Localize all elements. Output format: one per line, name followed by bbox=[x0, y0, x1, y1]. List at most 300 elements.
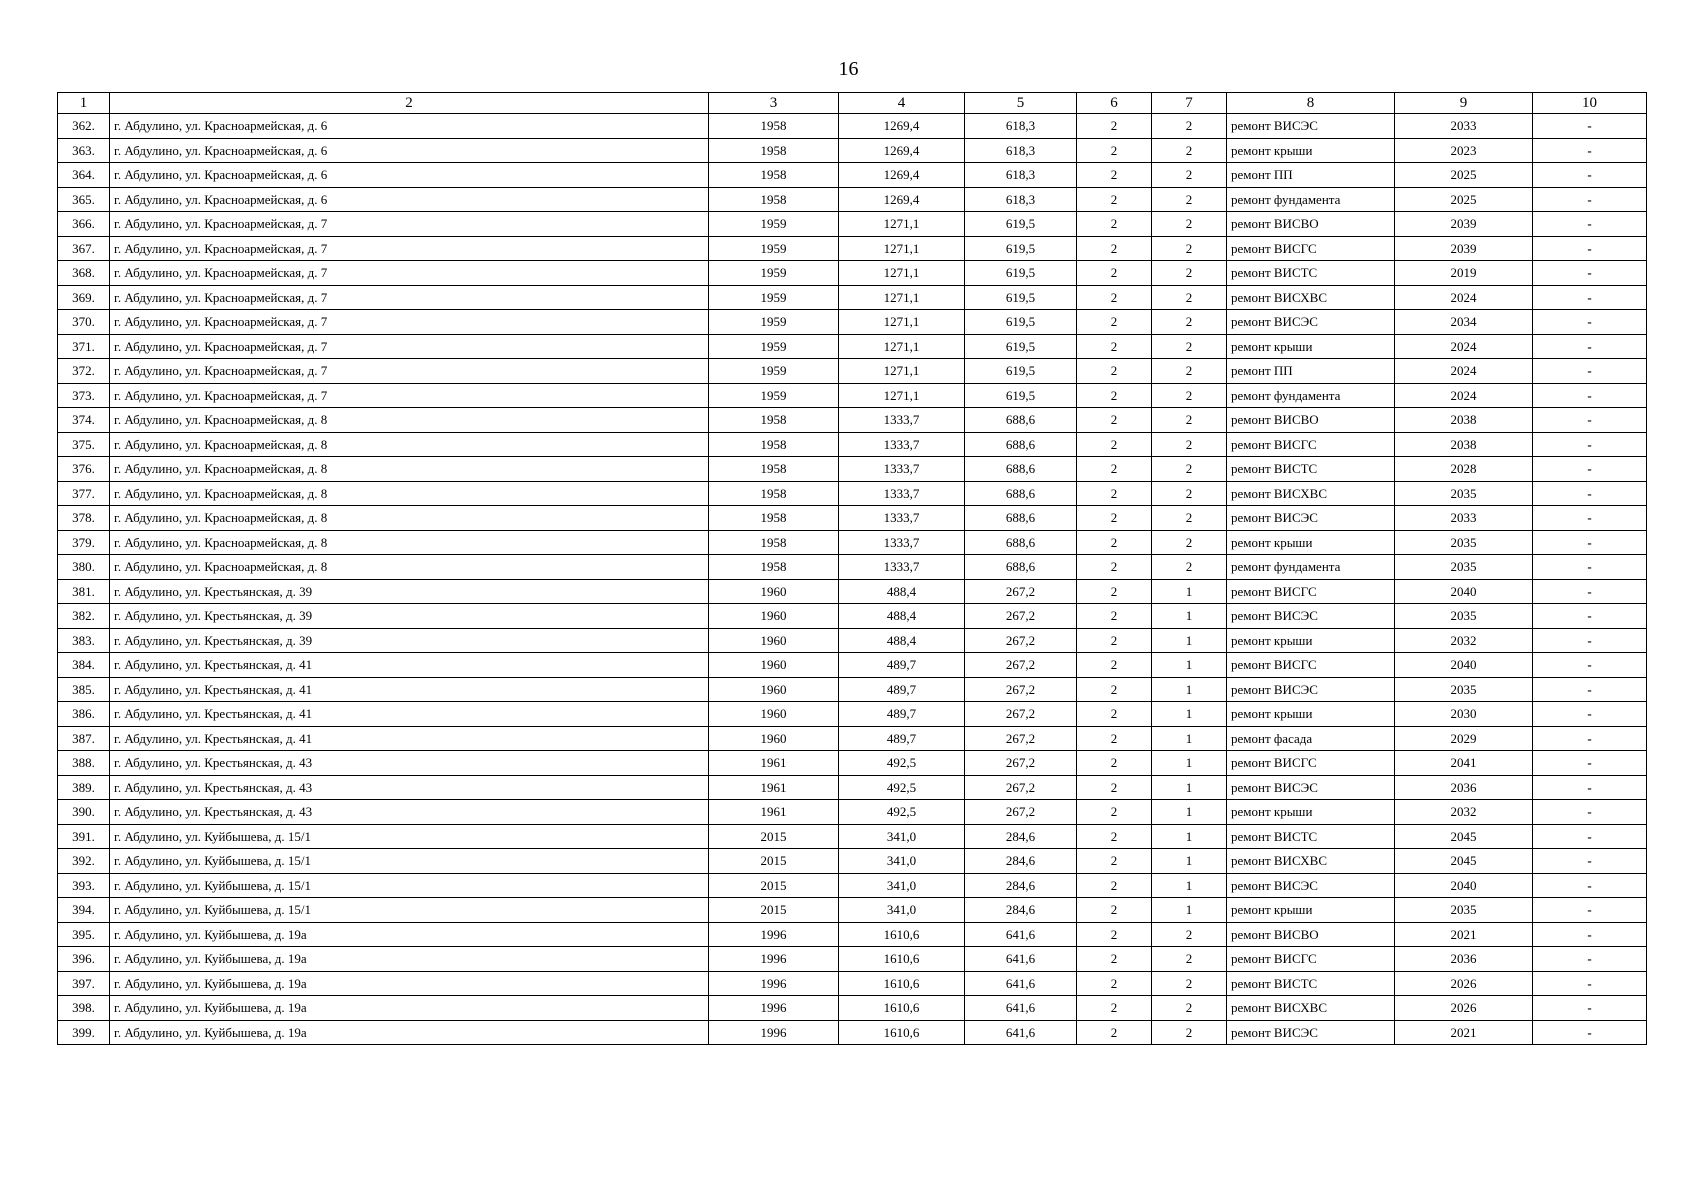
cell-note: - bbox=[1533, 604, 1647, 629]
cell-row-number: 362. bbox=[58, 114, 110, 139]
cell-floors: 2 bbox=[1077, 285, 1152, 310]
cell-planned-year: 2036 bbox=[1395, 947, 1533, 972]
cell-row-number: 395. bbox=[58, 922, 110, 947]
cell-work-type: ремонт ВИСВО bbox=[1227, 212, 1395, 237]
cell-living-area: 284,6 bbox=[965, 824, 1077, 849]
cell-planned-year: 2040 bbox=[1395, 579, 1533, 604]
table-row bbox=[58, 481, 1647, 506]
cell-row-number: 380. bbox=[58, 555, 110, 580]
cell-floors: 2 bbox=[1077, 481, 1152, 506]
cell-note: - bbox=[1533, 628, 1647, 653]
cell-total-area: 1271,1 bbox=[839, 310, 965, 335]
cell-total-area: 1269,4 bbox=[839, 138, 965, 163]
cell-living-area: 267,2 bbox=[965, 677, 1077, 702]
cell-living-area: 619,5 bbox=[965, 334, 1077, 359]
cell-row-number: 376. bbox=[58, 457, 110, 482]
cell-row-number: 384. bbox=[58, 653, 110, 678]
cell-work-type: ремонт ВИСГС bbox=[1227, 947, 1395, 972]
cell-entrances: 2 bbox=[1152, 310, 1227, 335]
table-row bbox=[58, 653, 1647, 678]
table-row bbox=[58, 285, 1647, 310]
table-row bbox=[58, 1020, 1647, 1045]
cell-note: - bbox=[1533, 873, 1647, 898]
table-row bbox=[58, 506, 1647, 531]
cell-entrances: 2 bbox=[1152, 138, 1227, 163]
cell-note: - bbox=[1533, 849, 1647, 874]
cell-living-area: 284,6 bbox=[965, 898, 1077, 923]
cell-living-area: 267,2 bbox=[965, 604, 1077, 629]
cell-entrances: 2 bbox=[1152, 481, 1227, 506]
cell-year-built: 1996 bbox=[709, 971, 839, 996]
cell-row-number: 389. bbox=[58, 775, 110, 800]
cell-address: г. Абдулино, ул. Куйбышева, д. 15/1 bbox=[110, 849, 709, 874]
cell-planned-year: 2030 bbox=[1395, 702, 1533, 727]
cell-entrances: 2 bbox=[1152, 971, 1227, 996]
cell-living-area: 267,2 bbox=[965, 702, 1077, 727]
cell-floors: 2 bbox=[1077, 677, 1152, 702]
table-row bbox=[58, 138, 1647, 163]
cell-planned-year: 2028 bbox=[1395, 457, 1533, 482]
cell-planned-year: 2038 bbox=[1395, 408, 1533, 433]
cell-planned-year: 2029 bbox=[1395, 726, 1533, 751]
cell-total-area: 1333,7 bbox=[839, 481, 965, 506]
table-row bbox=[58, 922, 1647, 947]
cell-floors: 2 bbox=[1077, 751, 1152, 776]
cell-note: - bbox=[1533, 530, 1647, 555]
cell-year-built: 1996 bbox=[709, 947, 839, 972]
table-row bbox=[58, 947, 1647, 972]
cell-total-area: 489,7 bbox=[839, 726, 965, 751]
cell-living-area: 618,3 bbox=[965, 138, 1077, 163]
cell-planned-year: 2035 bbox=[1395, 604, 1533, 629]
cell-planned-year: 2035 bbox=[1395, 677, 1533, 702]
cell-work-type: ремонт крыши bbox=[1227, 702, 1395, 727]
cell-note: - bbox=[1533, 702, 1647, 727]
cell-address: г. Абдулино, ул. Красноармейская, д. 6 bbox=[110, 187, 709, 212]
cell-work-type: ремонт ВИСВО bbox=[1227, 408, 1395, 433]
cell-address: г. Абдулино, ул. Крестьянская, д. 43 bbox=[110, 751, 709, 776]
cell-total-area: 1271,1 bbox=[839, 261, 965, 286]
cell-total-area: 488,4 bbox=[839, 604, 965, 629]
cell-living-area: 618,3 bbox=[965, 114, 1077, 139]
cell-floors: 2 bbox=[1077, 849, 1152, 874]
cell-floors: 2 bbox=[1077, 653, 1152, 678]
cell-total-area: 341,0 bbox=[839, 824, 965, 849]
cell-entrances: 2 bbox=[1152, 383, 1227, 408]
cell-address: г. Абдулино, ул. Куйбышева, д. 15/1 bbox=[110, 873, 709, 898]
cell-work-type: ремонт ВИСГС bbox=[1227, 579, 1395, 604]
cell-work-type: ремонт фундамента bbox=[1227, 187, 1395, 212]
cell-entrances: 2 bbox=[1152, 530, 1227, 555]
cell-total-area: 1269,4 bbox=[839, 114, 965, 139]
cell-living-area: 688,6 bbox=[965, 408, 1077, 433]
cell-note: - bbox=[1533, 138, 1647, 163]
cell-planned-year: 2039 bbox=[1395, 236, 1533, 261]
cell-work-type: ремонт ВИСХВС bbox=[1227, 481, 1395, 506]
cell-total-area: 1333,7 bbox=[839, 555, 965, 580]
table-row bbox=[58, 726, 1647, 751]
cell-row-number: 370. bbox=[58, 310, 110, 335]
cell-year-built: 1960 bbox=[709, 702, 839, 727]
cell-note: - bbox=[1533, 383, 1647, 408]
cell-planned-year: 2026 bbox=[1395, 971, 1533, 996]
cell-row-number: 394. bbox=[58, 898, 110, 923]
cell-floors: 2 bbox=[1077, 628, 1152, 653]
cell-address: г. Абдулино, ул. Куйбышева, д. 19а bbox=[110, 922, 709, 947]
cell-year-built: 1959 bbox=[709, 383, 839, 408]
cell-row-number: 383. bbox=[58, 628, 110, 653]
table-row bbox=[58, 432, 1647, 457]
cell-living-area: 619,5 bbox=[965, 359, 1077, 384]
cell-note: - bbox=[1533, 163, 1647, 188]
cell-address: г. Абдулино, ул. Красноармейская, д. 8 bbox=[110, 408, 709, 433]
cell-row-number: 365. bbox=[58, 187, 110, 212]
cell-address: г. Абдулино, ул. Куйбышева, д. 19а bbox=[110, 971, 709, 996]
cell-year-built: 1960 bbox=[709, 628, 839, 653]
page-number: 16 bbox=[838, 58, 859, 80]
table-row bbox=[58, 702, 1647, 727]
cell-total-area: 1333,7 bbox=[839, 530, 965, 555]
cell-row-number: 398. bbox=[58, 996, 110, 1021]
cell-planned-year: 2036 bbox=[1395, 775, 1533, 800]
cell-note: - bbox=[1533, 726, 1647, 751]
cell-address: г. Абдулино, ул. Куйбышева, д. 15/1 bbox=[110, 898, 709, 923]
cell-total-area: 492,5 bbox=[839, 751, 965, 776]
cell-floors: 2 bbox=[1077, 432, 1152, 457]
cell-entrances: 2 bbox=[1152, 261, 1227, 286]
cell-work-type: ремонт фундамента bbox=[1227, 555, 1395, 580]
cell-floors: 2 bbox=[1077, 408, 1152, 433]
cell-year-built: 1959 bbox=[709, 334, 839, 359]
cell-row-number: 392. bbox=[58, 849, 110, 874]
table-row bbox=[58, 849, 1647, 874]
cell-planned-year: 2038 bbox=[1395, 432, 1533, 457]
cell-entrances: 1 bbox=[1152, 677, 1227, 702]
cell-year-built: 1996 bbox=[709, 922, 839, 947]
cell-row-number: 385. bbox=[58, 677, 110, 702]
cell-year-built: 1959 bbox=[709, 359, 839, 384]
header-row bbox=[58, 93, 1647, 114]
cell-note: - bbox=[1533, 922, 1647, 947]
cell-planned-year: 2041 bbox=[1395, 751, 1533, 776]
cell-row-number: 381. bbox=[58, 579, 110, 604]
cell-planned-year: 2021 bbox=[1395, 1020, 1533, 1045]
cell-living-area: 619,5 bbox=[965, 261, 1077, 286]
cell-work-type: ремонт ВИСХВС bbox=[1227, 996, 1395, 1021]
cell-row-number: 369. bbox=[58, 285, 110, 310]
cell-floors: 2 bbox=[1077, 555, 1152, 580]
column-header-6: 6 bbox=[1077, 93, 1152, 114]
cell-address: г. Абдулино, ул. Красноармейская, д. 7 bbox=[110, 359, 709, 384]
cell-floors: 2 bbox=[1077, 824, 1152, 849]
cell-entrances: 1 bbox=[1152, 653, 1227, 678]
cell-address: г. Абдулино, ул. Крестьянская, д. 39 bbox=[110, 579, 709, 604]
cell-planned-year: 2033 bbox=[1395, 506, 1533, 531]
cell-row-number: 386. bbox=[58, 702, 110, 727]
cell-work-type: ремонт ВИСТС bbox=[1227, 824, 1395, 849]
cell-year-built: 1958 bbox=[709, 506, 839, 531]
cell-floors: 2 bbox=[1077, 971, 1152, 996]
cell-row-number: 382. bbox=[58, 604, 110, 629]
cell-year-built: 1961 bbox=[709, 800, 839, 825]
cell-total-area: 488,4 bbox=[839, 579, 965, 604]
cell-address: г. Абдулино, ул. Красноармейская, д. 8 bbox=[110, 457, 709, 482]
cell-work-type: ремонт ВИСТС bbox=[1227, 971, 1395, 996]
cell-address: г. Абдулино, ул. Красноармейская, д. 6 bbox=[110, 138, 709, 163]
cell-planned-year: 2035 bbox=[1395, 530, 1533, 555]
cell-entrances: 1 bbox=[1152, 898, 1227, 923]
cell-year-built: 1996 bbox=[709, 996, 839, 1021]
cell-living-area: 641,6 bbox=[965, 996, 1077, 1021]
table-row bbox=[58, 310, 1647, 335]
table-row bbox=[58, 212, 1647, 237]
cell-entrances: 2 bbox=[1152, 996, 1227, 1021]
cell-floors: 2 bbox=[1077, 1020, 1152, 1045]
cell-row-number: 399. bbox=[58, 1020, 110, 1045]
cell-address: г. Абдулино, ул. Красноармейская, д. 8 bbox=[110, 506, 709, 531]
cell-living-area: 688,6 bbox=[965, 555, 1077, 580]
cell-work-type: ремонт крыши bbox=[1227, 800, 1395, 825]
cell-work-type: ремонт крыши bbox=[1227, 138, 1395, 163]
cell-total-area: 341,0 bbox=[839, 849, 965, 874]
cell-total-area: 489,7 bbox=[839, 702, 965, 727]
cell-living-area: 641,6 bbox=[965, 947, 1077, 972]
cell-row-number: 388. bbox=[58, 751, 110, 776]
column-header-9: 9 bbox=[1395, 93, 1533, 114]
cell-address: г. Абдулино, ул. Крестьянская, д. 41 bbox=[110, 702, 709, 727]
cell-year-built: 2015 bbox=[709, 898, 839, 923]
cell-note: - bbox=[1533, 334, 1647, 359]
cell-year-built: 1958 bbox=[709, 163, 839, 188]
cell-planned-year: 2025 bbox=[1395, 163, 1533, 188]
cell-row-number: 375. bbox=[58, 432, 110, 457]
cell-row-number: 378. bbox=[58, 506, 110, 531]
table-row bbox=[58, 334, 1647, 359]
cell-address: г. Абдулино, ул. Красноармейская, д. 8 bbox=[110, 432, 709, 457]
cell-total-area: 1271,1 bbox=[839, 334, 965, 359]
cell-floors: 2 bbox=[1077, 996, 1152, 1021]
cell-total-area: 1610,6 bbox=[839, 1020, 965, 1045]
column-header-5: 5 bbox=[965, 93, 1077, 114]
cell-note: - bbox=[1533, 1020, 1647, 1045]
cell-total-area: 1333,7 bbox=[839, 506, 965, 531]
cell-entrances: 2 bbox=[1152, 457, 1227, 482]
table-row bbox=[58, 187, 1647, 212]
cell-work-type: ремонт ВИСЭС bbox=[1227, 506, 1395, 531]
cell-row-number: 364. bbox=[58, 163, 110, 188]
registry-table bbox=[57, 92, 1647, 1045]
cell-planned-year: 2035 bbox=[1395, 481, 1533, 506]
table-body bbox=[58, 114, 1647, 1045]
cell-living-area: 267,2 bbox=[965, 800, 1077, 825]
cell-entrances: 2 bbox=[1152, 432, 1227, 457]
cell-work-type: ремонт ВИСГС bbox=[1227, 236, 1395, 261]
cell-living-area: 688,6 bbox=[965, 457, 1077, 482]
cell-floors: 2 bbox=[1077, 947, 1152, 972]
cell-planned-year: 2033 bbox=[1395, 114, 1533, 139]
cell-year-built: 1961 bbox=[709, 751, 839, 776]
cell-year-built: 1959 bbox=[709, 261, 839, 286]
cell-year-built: 1959 bbox=[709, 285, 839, 310]
cell-address: г. Абдулино, ул. Красноармейская, д. 6 bbox=[110, 114, 709, 139]
cell-year-built: 2015 bbox=[709, 849, 839, 874]
cell-total-area: 1271,1 bbox=[839, 383, 965, 408]
cell-planned-year: 2034 bbox=[1395, 310, 1533, 335]
cell-note: - bbox=[1533, 481, 1647, 506]
cell-floors: 2 bbox=[1077, 873, 1152, 898]
cell-total-area: 341,0 bbox=[839, 873, 965, 898]
cell-note: - bbox=[1533, 310, 1647, 335]
cell-year-built: 2015 bbox=[709, 873, 839, 898]
cell-total-area: 492,5 bbox=[839, 775, 965, 800]
cell-floors: 2 bbox=[1077, 138, 1152, 163]
cell-work-type: ремонт ВИСГС bbox=[1227, 751, 1395, 776]
cell-work-type: ремонт ВИСВО bbox=[1227, 922, 1395, 947]
cell-note: - bbox=[1533, 359, 1647, 384]
column-header-3: 3 bbox=[709, 93, 839, 114]
cell-floors: 2 bbox=[1077, 604, 1152, 629]
cell-entrances: 1 bbox=[1152, 579, 1227, 604]
cell-living-area: 641,6 bbox=[965, 1020, 1077, 1045]
column-header-2: 2 bbox=[110, 93, 709, 114]
table-row bbox=[58, 163, 1647, 188]
cell-note: - bbox=[1533, 751, 1647, 776]
cell-planned-year: 2026 bbox=[1395, 996, 1533, 1021]
cell-living-area: 618,3 bbox=[965, 187, 1077, 212]
cell-address: г. Абдулино, ул. Крестьянская, д. 41 bbox=[110, 677, 709, 702]
cell-work-type: ремонт ВИСГС bbox=[1227, 653, 1395, 678]
table-row bbox=[58, 530, 1647, 555]
cell-note: - bbox=[1533, 824, 1647, 849]
cell-row-number: 396. bbox=[58, 947, 110, 972]
cell-entrances: 1 bbox=[1152, 824, 1227, 849]
cell-row-number: 366. bbox=[58, 212, 110, 237]
cell-note: - bbox=[1533, 187, 1647, 212]
cell-work-type: ремонт ПП bbox=[1227, 163, 1395, 188]
cell-floors: 2 bbox=[1077, 702, 1152, 727]
cell-planned-year: 2021 bbox=[1395, 922, 1533, 947]
cell-living-area: 618,3 bbox=[965, 163, 1077, 188]
cell-total-area: 1610,6 bbox=[839, 922, 965, 947]
cell-note: - bbox=[1533, 285, 1647, 310]
cell-year-built: 1960 bbox=[709, 604, 839, 629]
cell-entrances: 2 bbox=[1152, 947, 1227, 972]
cell-total-area: 1333,7 bbox=[839, 408, 965, 433]
table-row bbox=[58, 359, 1647, 384]
table-row bbox=[58, 383, 1647, 408]
cell-year-built: 1958 bbox=[709, 481, 839, 506]
cell-address: г. Абдулино, ул. Красноармейская, д. 8 bbox=[110, 481, 709, 506]
cell-row-number: 363. bbox=[58, 138, 110, 163]
cell-year-built: 1959 bbox=[709, 310, 839, 335]
cell-year-built: 1960 bbox=[709, 726, 839, 751]
cell-planned-year: 2040 bbox=[1395, 873, 1533, 898]
cell-note: - bbox=[1533, 800, 1647, 825]
cell-address: г. Абдулино, ул. Куйбышева, д. 19а bbox=[110, 996, 709, 1021]
cell-row-number: 374. bbox=[58, 408, 110, 433]
cell-note: - bbox=[1533, 579, 1647, 604]
cell-total-area: 489,7 bbox=[839, 677, 965, 702]
cell-year-built: 1960 bbox=[709, 677, 839, 702]
cell-living-area: 688,6 bbox=[965, 481, 1077, 506]
cell-note: - bbox=[1533, 677, 1647, 702]
table-row bbox=[58, 971, 1647, 996]
cell-work-type: ремонт ВИСЭС bbox=[1227, 775, 1395, 800]
cell-address: г. Абдулино, ул. Красноармейская, д. 7 bbox=[110, 261, 709, 286]
cell-note: - bbox=[1533, 653, 1647, 678]
cell-note: - bbox=[1533, 947, 1647, 972]
table-row bbox=[58, 628, 1647, 653]
cell-address: г. Абдулино, ул. Крестьянская, д. 41 bbox=[110, 653, 709, 678]
cell-entrances: 2 bbox=[1152, 922, 1227, 947]
cell-floors: 2 bbox=[1077, 922, 1152, 947]
cell-entrances: 2 bbox=[1152, 187, 1227, 212]
cell-year-built: 1958 bbox=[709, 555, 839, 580]
column-header-4: 4 bbox=[839, 93, 965, 114]
cell-floors: 2 bbox=[1077, 261, 1152, 286]
table-row bbox=[58, 677, 1647, 702]
cell-entrances: 1 bbox=[1152, 726, 1227, 751]
cell-row-number: 397. bbox=[58, 971, 110, 996]
cell-total-area: 488,4 bbox=[839, 628, 965, 653]
cell-planned-year: 2045 bbox=[1395, 849, 1533, 874]
cell-living-area: 688,6 bbox=[965, 432, 1077, 457]
cell-address: г. Абдулино, ул. Крестьянская, д. 41 bbox=[110, 726, 709, 751]
table-row bbox=[58, 996, 1647, 1021]
cell-planned-year: 2040 bbox=[1395, 653, 1533, 678]
cell-floors: 2 bbox=[1077, 530, 1152, 555]
cell-work-type: ремонт ВИСЭС bbox=[1227, 310, 1395, 335]
cell-entrances: 2 bbox=[1152, 1020, 1227, 1045]
cell-address: г. Абдулино, ул. Куйбышева, д. 15/1 bbox=[110, 824, 709, 849]
table-row bbox=[58, 457, 1647, 482]
cell-total-area: 1269,4 bbox=[839, 187, 965, 212]
cell-entrances: 2 bbox=[1152, 408, 1227, 433]
table-row bbox=[58, 408, 1647, 433]
cell-entrances: 2 bbox=[1152, 285, 1227, 310]
cell-note: - bbox=[1533, 432, 1647, 457]
table-row bbox=[58, 873, 1647, 898]
cell-total-area: 1333,7 bbox=[839, 457, 965, 482]
cell-year-built: 1958 bbox=[709, 138, 839, 163]
cell-entrances: 2 bbox=[1152, 555, 1227, 580]
cell-planned-year: 2039 bbox=[1395, 212, 1533, 237]
cell-living-area: 267,2 bbox=[965, 775, 1077, 800]
cell-work-type: ремонт крыши bbox=[1227, 628, 1395, 653]
cell-planned-year: 2019 bbox=[1395, 261, 1533, 286]
cell-note: - bbox=[1533, 506, 1647, 531]
cell-note: - bbox=[1533, 114, 1647, 139]
cell-row-number: 390. bbox=[58, 800, 110, 825]
cell-row-number: 377. bbox=[58, 481, 110, 506]
cell-planned-year: 2025 bbox=[1395, 187, 1533, 212]
cell-floors: 2 bbox=[1077, 800, 1152, 825]
cell-total-area: 1271,1 bbox=[839, 359, 965, 384]
cell-year-built: 1958 bbox=[709, 432, 839, 457]
cell-work-type: ремонт крыши bbox=[1227, 334, 1395, 359]
cell-row-number: 368. bbox=[58, 261, 110, 286]
cell-floors: 2 bbox=[1077, 775, 1152, 800]
cell-address: г. Абдулино, ул. Крестьянская, д. 43 bbox=[110, 800, 709, 825]
cell-planned-year: 2045 bbox=[1395, 824, 1533, 849]
cell-floors: 2 bbox=[1077, 506, 1152, 531]
cell-row-number: 367. bbox=[58, 236, 110, 261]
table-row bbox=[58, 579, 1647, 604]
cell-entrances: 1 bbox=[1152, 702, 1227, 727]
cell-address: г. Абдулино, ул. Крестьянская, д. 39 bbox=[110, 604, 709, 629]
cell-address: г. Абдулино, ул. Куйбышева, д. 19а bbox=[110, 1020, 709, 1045]
table-row bbox=[58, 775, 1647, 800]
